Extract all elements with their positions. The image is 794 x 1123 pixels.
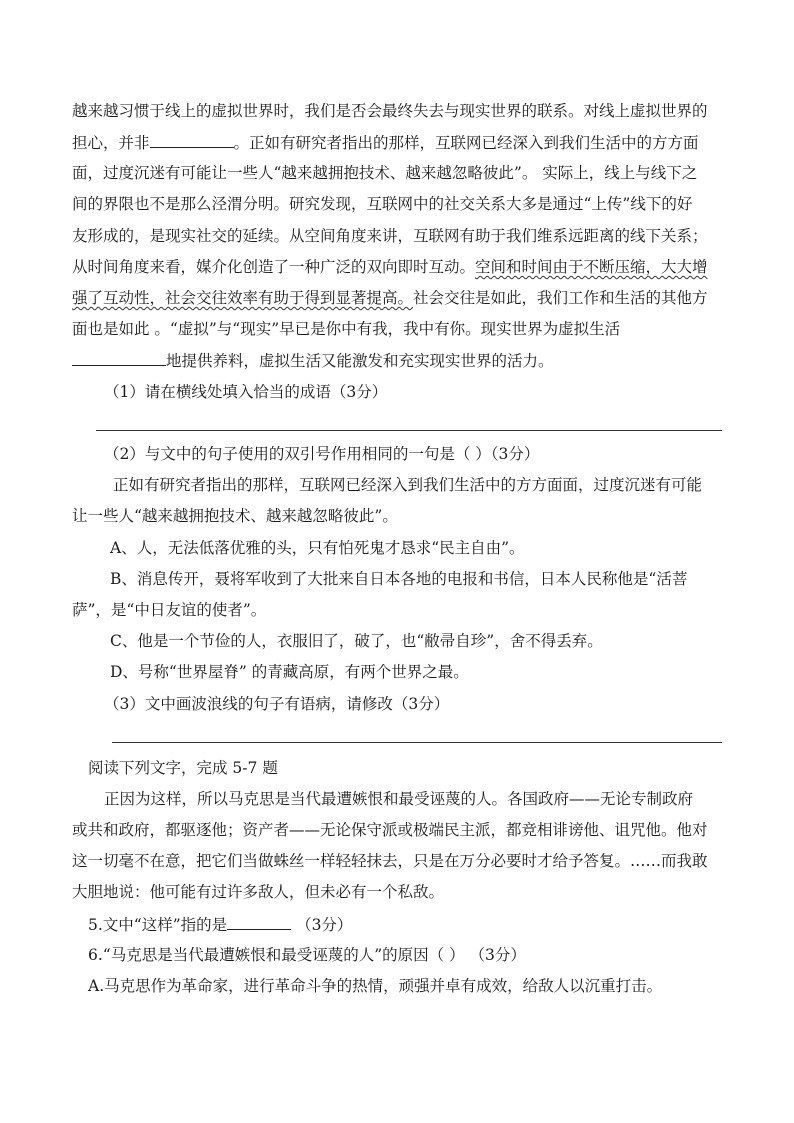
passage1-line-6 <box>72 257 708 277</box>
passage1-line-8: 面也是如此 。“虚拟”与“现实”早已是你中有我，我中有你。现实世界为虚拟生活 <box>72 320 621 338</box>
option-a: A、人，无法低落优雅的头，只有怕死鬼才恳求“民主自由”。 <box>110 539 525 557</box>
passage1-line-7-end: 社会交往是如此，我们工作和生活的其他方 <box>413 289 708 307</box>
passage1-line-1: 越来越习惯于线上的虚拟世界时，我们是否会最终失去与现实世界的联系。对线上虚拟世界的 <box>72 102 708 120</box>
option-b-line-2: 萨”，是“中日友谊的使者”。 <box>72 601 267 619</box>
fill-in-blank-5[interactable] <box>227 914 291 930</box>
option-c: C、他是一个节俭的人，衣服旧了，破了，也“敝帚自珍”，舍不得丢弃。 <box>110 632 603 650</box>
question-1: （1）请在横线处填入恰当的成语（3分） <box>104 383 388 401</box>
passage1-line-2-end: 。正如有研究者指出的那样，互联网已经深入到我们生活中的方方面 <box>233 134 699 152</box>
passage1-line-2 <box>72 132 699 153</box>
question-5-score: （3分） <box>291 916 353 934</box>
passage2-line-3: 这一切毫不在意，把它们当做蛛丝一样轻轻抹去，只是在万分必要时才给予答复。……而我敢 <box>72 852 708 870</box>
passage1-line-4: 间的界限也不是那么泾渭分明。研究发现，互联网中的社交关系大多是通过“上传”线下的好 <box>72 195 693 213</box>
question-6-option-a: A.马克思作为革命家，进行革命斗争的热情，顽强并卓有成效，给敌人以沉重打击。 <box>88 977 663 995</box>
passage1-line-2-start: 担心，并非 <box>72 134 150 152</box>
passage1-line-3: 面，过度沉迷有可能让一些人“越来越拥抱技术、越来越忽略彼此”。 实际上，线上与线下之 <box>72 164 698 182</box>
wavy-underlined-sentence-part2: 强了互动性，社会交往效率有助于得到显著提高。 <box>72 289 414 307</box>
answer-line-1[interactable] <box>96 430 722 431</box>
question-2: （2）与文中的句子使用的双引号作用相同的一句是（ ）（3分） <box>104 445 540 463</box>
question-6: 6.“马克思是当代最遭嫉恨和最受诬蔑的人”的原因（ ） （3分） <box>88 946 526 964</box>
option-d: D、号称“世界屋脊” 的青藏高原，有两个世界之最。 <box>110 663 469 681</box>
q2-quote-line-2: 让一些人“越来越拥抱技术、越来越忽略彼此”。 <box>72 507 398 525</box>
passage1-line-6-start: 从时间角度来看，媒介化创造了一种广泛的双向即时互动。 <box>72 258 476 276</box>
passage1-line-7 <box>72 288 708 308</box>
fill-in-blank-1[interactable] <box>150 132 234 148</box>
option-b-line-1: B、消息传开，聂将军收到了大批来自日本各地的电报和书信，日本人民称他是“活菩 <box>110 570 688 588</box>
passage2-line-1: 正因为这样，所以马克思是当代最遭嫉恨和最受诬蔑的人。各国政府——无论专制政府 <box>104 790 694 808</box>
question-3: （3）文中画波浪线的句子有语病，请修改（3分） <box>104 695 450 713</box>
question-5-text: 5.文中“这样”指的是 <box>88 916 228 934</box>
wavy-underlined-sentence-part1: 空间和时间由于不断压缩，大大增 <box>475 258 708 276</box>
passage2-line-4: 大胆地说：他可能有过许多敌人，但未必有一个私敌。 <box>72 883 445 901</box>
question-5 <box>88 914 352 935</box>
answer-line-3[interactable] <box>112 742 722 743</box>
fill-in-blank-2[interactable] <box>72 350 166 366</box>
passage2-line-2: 或共和政府，都驱逐他；资产者——无论保守派或极端民主派，都竞相诽谤他、诅咒他。他对 <box>72 821 708 839</box>
passage1-line-9 <box>72 350 554 371</box>
q2-quote-line-1: 正如有研究者指出的那样，互联网已经深入到我们生活中的方方面面，过度沉迷有可能 <box>113 476 703 494</box>
passage1-line-5: 友形成的，是现实社交的延续。从空间角度来讲，互联网有助于我们维系远距离的线下关系； <box>72 227 708 245</box>
reading-intro: 阅读下列文字，完成 5-7 题 <box>88 759 278 777</box>
passage1-line-9-text: 地提供养料，虚拟生活又能激发和充实现实世界的活力。 <box>166 352 554 370</box>
